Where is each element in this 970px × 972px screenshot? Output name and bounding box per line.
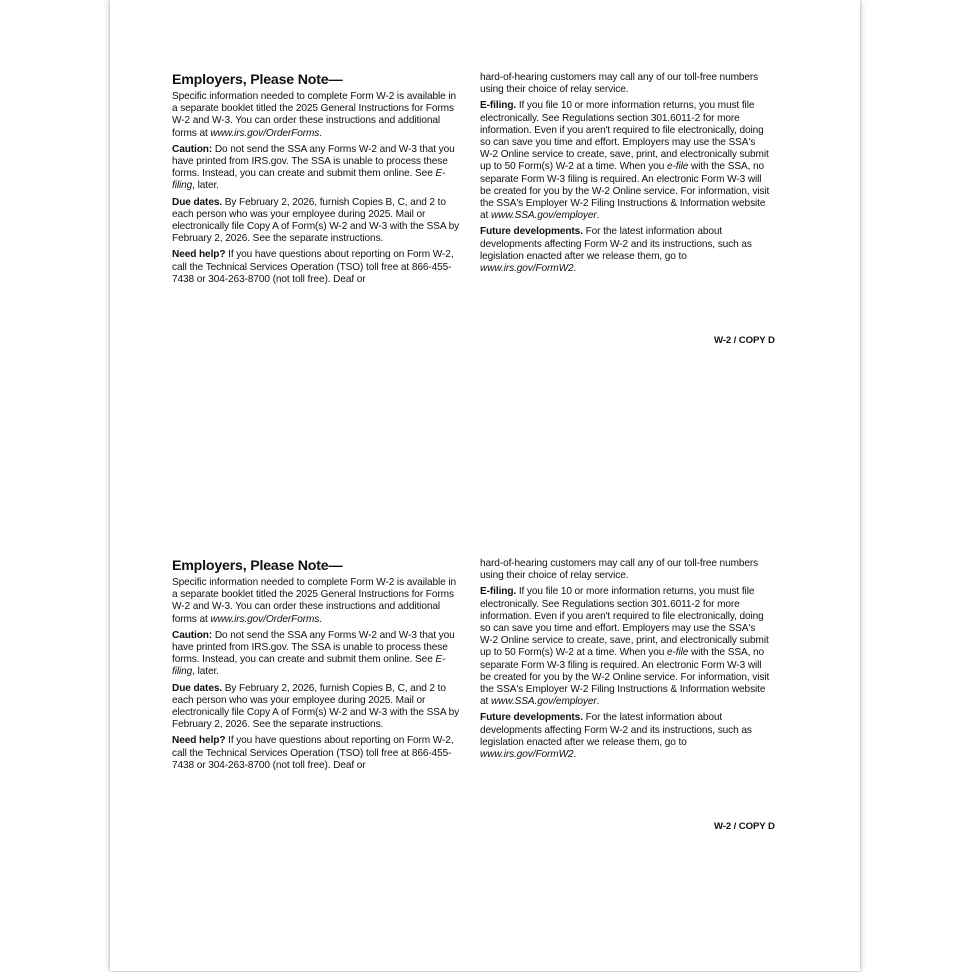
copy-d-bottom — [110, 486, 860, 972]
notice-heading: Employers, Please Note— — [172, 72, 343, 88]
intro-paragraph: Specific information needed to complete Form W-2 is available in a separate booklet titled the 2025 General Instructions for Forms W-2 and W-3. You can order these instructions and additional forms at www.irs.gov/OrderForms. — [172, 577, 457, 625]
due-dates-paragraph: Due dates. By February 2, 2026, furnish Copies B, C, and 2 to each person who was your employee during 2025. Mail or electronically file Copy A of Form(s) W-2 and W-3 with the SSA by February 2, 2026. See the separate instructions. — [172, 682, 460, 731]
caution-paragraph: Caution: Do not send the SSA any Forms W-2 and W-3 that you have printed from IRS.gov. The SSA is unable to process these forms. Instead, you can create and submit them online. See E-filing, later. — [172, 629, 455, 678]
ssa-employer-link[interactable]: www.SSA.gov/employer — [490, 696, 597, 708]
left-column — [172, 558, 462, 776]
future-developments-paragraph: Future developments. For the latest information about developments affecting Form W-2 and its instructions, such as legislation enacted after we release them, go to www.irs.gov/FormW2. — [480, 226, 752, 275]
copy-label: W-2 / COPY D — [714, 335, 775, 346]
document-page — [110, 0, 860, 971]
future-developments-paragraph: Future developments. For the latest information about developments affecting Form W-2 and its instructions, such as legislation enacted after we release them, go to www.irs.gov/FormW2. — [480, 712, 752, 761]
right-column — [480, 72, 770, 279]
right-column — [480, 558, 770, 765]
order-forms-link[interactable]: www.irs.gov/OrderForms — [210, 613, 320, 625]
copy-d-top — [110, 0, 860, 486]
caution-paragraph: Caution: Do not send the SSA any Forms W-2 and W-3 that you have printed from IRS.gov. The SSA is unable to process these forms. Instead, you can create and submit them online. See E-filing, later. — [172, 143, 455, 192]
copy-label: W-2 / COPY D — [714, 821, 775, 832]
efiling-paragraph: E-filing. If you file 10 or more information returns, you must file electronically. See Regulations section 301.6011-2 for more information. Even if you aren't required to file electronically, doing so can save you time and effort. Employers may use the SSA's W-2 Online service to create, save, print, and electronically submit up to 50 Form(s) W-2 at a time. When you e-file with the SSA, no separate Form W-3 filing is required. An electronic Form W-3 will be created for you by the W-2 Online service. For information, visit the SSA's Employer W-2 Filing Instructions & Information website at www.SSA.gov/employer. — [480, 586, 770, 708]
ssa-employer-link[interactable]: www.SSA.gov/employer — [490, 210, 597, 222]
relay-paragraph: hard-of-hearing customers may call any of our toll-free numbers using their choice of relay service. — [480, 72, 759, 96]
notice-heading: Employers, Please Note— — [172, 558, 343, 574]
due-dates-paragraph: Due dates. By February 2, 2026, furnish Copies B, C, and 2 to each person who was your employee during 2025. Mail or electronically file Copy A of Form(s) W-2 and W-3 with the SSA by February 2, 2026. See the separate instructions. — [172, 196, 460, 245]
left-column — [172, 72, 462, 290]
form-w2-link[interactable]: www.irs.gov/FormW2 — [480, 263, 574, 275]
relay-paragraph: hard-of-hearing customers may call any of our toll-free numbers using their choice of relay service. — [480, 558, 759, 582]
order-forms-link[interactable]: www.irs.gov/OrderForms — [210, 127, 320, 139]
efiling-paragraph: E-filing. If you file 10 or more information returns, you must file electronically. See Regulations section 301.6011-2 for more information. Even if you aren't required to file electronically, doing so can save you time and effort. Employers may use the SSA's W-2 Online service to create, save, print, and electronically submit up to 50 Form(s) W-2 at a time. When you e-file with the SSA, no separate Form W-3 filing is required. An electronic Form W-3 will be created for you by the W-2 Online service. For information, visit the SSA's Employer W-2 Filing Instructions & Information website at www.SSA.gov/employer. — [480, 100, 770, 222]
form-w2-link[interactable]: www.irs.gov/FormW2 — [480, 749, 574, 761]
need-help-paragraph: Need help? If you have questions about reporting on Form W-2, call the Technical Services Operation (TSO) toll free at 866-455-7438 or 304-263-8700 (not toll free). Deaf or — [172, 735, 454, 771]
need-help-paragraph: Need help? If you have questions about reporting on Form W-2, call the Technical Services Operation (TSO) toll free at 866-455-7438 or 304-263-8700 (not toll free). Deaf or — [172, 249, 454, 285]
intro-paragraph: Specific information needed to complete Form W-2 is available in a separate booklet titled the 2025 General Instructions for Forms W-2 and W-3. You can order these instructions and additional forms at www.irs.gov/OrderForms. — [172, 91, 457, 139]
